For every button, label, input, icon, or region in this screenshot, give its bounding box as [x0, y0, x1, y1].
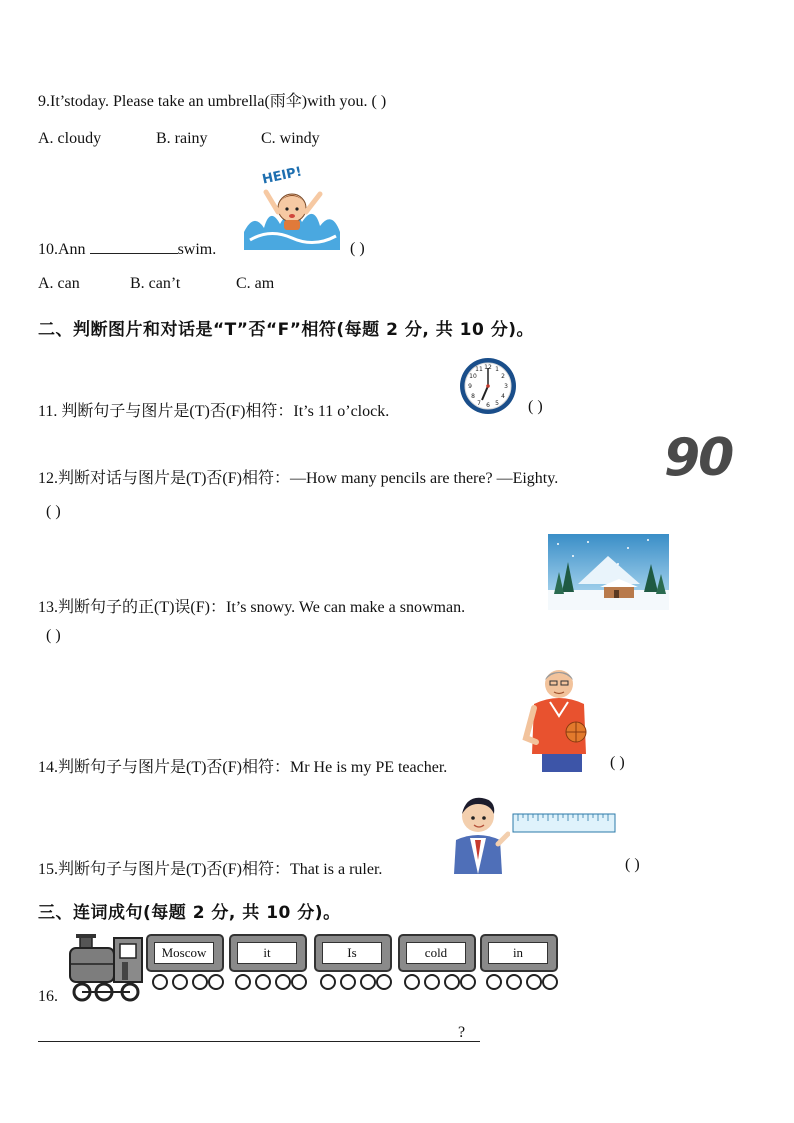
svg-text:4: 4 — [501, 393, 505, 400]
q11-paren[interactable]: ( ) — [528, 398, 543, 415]
ruler-illustration — [512, 812, 616, 834]
svg-text:9: 9 — [468, 383, 472, 390]
svg-text:12: 12 — [484, 364, 492, 371]
q13-text: 13.判断句子的正(T)误(F)：It’s snowy. We can make a snowman. — [38, 599, 466, 616]
q14-paren[interactable]: ( ) — [610, 754, 625, 771]
svg-text:5: 5 — [495, 400, 499, 407]
word-card-4[interactable]: cold — [406, 942, 466, 964]
train-car-5 — [480, 934, 558, 984]
snow-scene-illustration — [548, 534, 669, 610]
svg-text:8: 8 — [471, 393, 475, 400]
q10-answer-blank[interactable] — [90, 239, 178, 254]
q9-option-c: C. windy — [261, 130, 320, 147]
q10-line — [38, 239, 216, 259]
svg-text:3: 3 — [504, 383, 508, 390]
q10-suffix: swim. — [177, 241, 217, 258]
q10-paren[interactable]: ( ) — [350, 240, 365, 257]
q10-option-c: C. am — [236, 275, 275, 292]
q9-text: 9.It’stoday. Please take an umbrella(雨伞)with you. ( ) — [38, 93, 387, 110]
number-90-graphic: 90 — [664, 428, 733, 488]
svg-text:7: 7 — [477, 400, 481, 407]
train-locomotive — [66, 934, 146, 1004]
swimming-girl-illustration — [240, 162, 344, 254]
word-card-2[interactable]: it — [237, 942, 297, 964]
section2-heading: 二、判断图片和对话是“T”否“F”相符(每题 2 分, 共 10 分)。 — [38, 320, 534, 340]
q9-option-a: A. cloudy — [38, 130, 102, 147]
help-text: HEIP! — [260, 164, 304, 188]
q16-label: 16. — [38, 988, 58, 1005]
pe-teacher-illustration — [520, 664, 598, 772]
train-car-2 — [229, 934, 307, 984]
svg-text:6: 6 — [486, 402, 490, 409]
boy-pointing-illustration — [446, 790, 510, 874]
section3-heading: 三、连词成句(每题 2 分, 共 10 分)。 — [38, 903, 341, 923]
clock-illustration — [458, 356, 518, 416]
q10-option-a: A. can — [38, 275, 80, 292]
svg-text:11: 11 — [475, 366, 483, 373]
svg-text:2: 2 — [501, 373, 505, 380]
train-car-3 — [314, 934, 392, 984]
train-car-4 — [398, 934, 476, 984]
svg-text:1: 1 — [495, 366, 499, 373]
q16-question-mark: ? — [458, 1024, 466, 1041]
svg-text:10: 10 — [469, 373, 477, 380]
q15-text: 15.判断句子与图片是(T)否(F)相符：That is a ruler. — [38, 861, 383, 878]
q10-prefix: 10.Ann — [38, 241, 86, 258]
q13-paren[interactable]: ( ) — [46, 627, 61, 644]
train-car-1 — [146, 934, 224, 984]
word-card-1[interactable]: Moscow — [154, 942, 214, 964]
word-card-3[interactable]: Is — [322, 942, 382, 964]
q14-text: 14.判断句子与图片是(T)否(F)相符：Mr He is my PE teacher. — [38, 759, 448, 776]
word-card-5[interactable]: in — [488, 942, 548, 964]
q12-paren[interactable]: ( ) — [46, 503, 61, 520]
q10-option-b: B. can’t — [130, 275, 181, 292]
q16-answer-line[interactable] — [38, 1041, 480, 1042]
q12-text: 12.判断对话与图片是(T)否(F)相符：—How many pencils are there? —Eighty. — [38, 470, 559, 487]
q15-paren[interactable]: ( ) — [625, 856, 640, 873]
q11-text: 11. 判断句子与图片是(T)否(F)相符：It’s 11 o’clock. — [38, 403, 390, 420]
q9-option-b: B. rainy — [156, 130, 208, 147]
